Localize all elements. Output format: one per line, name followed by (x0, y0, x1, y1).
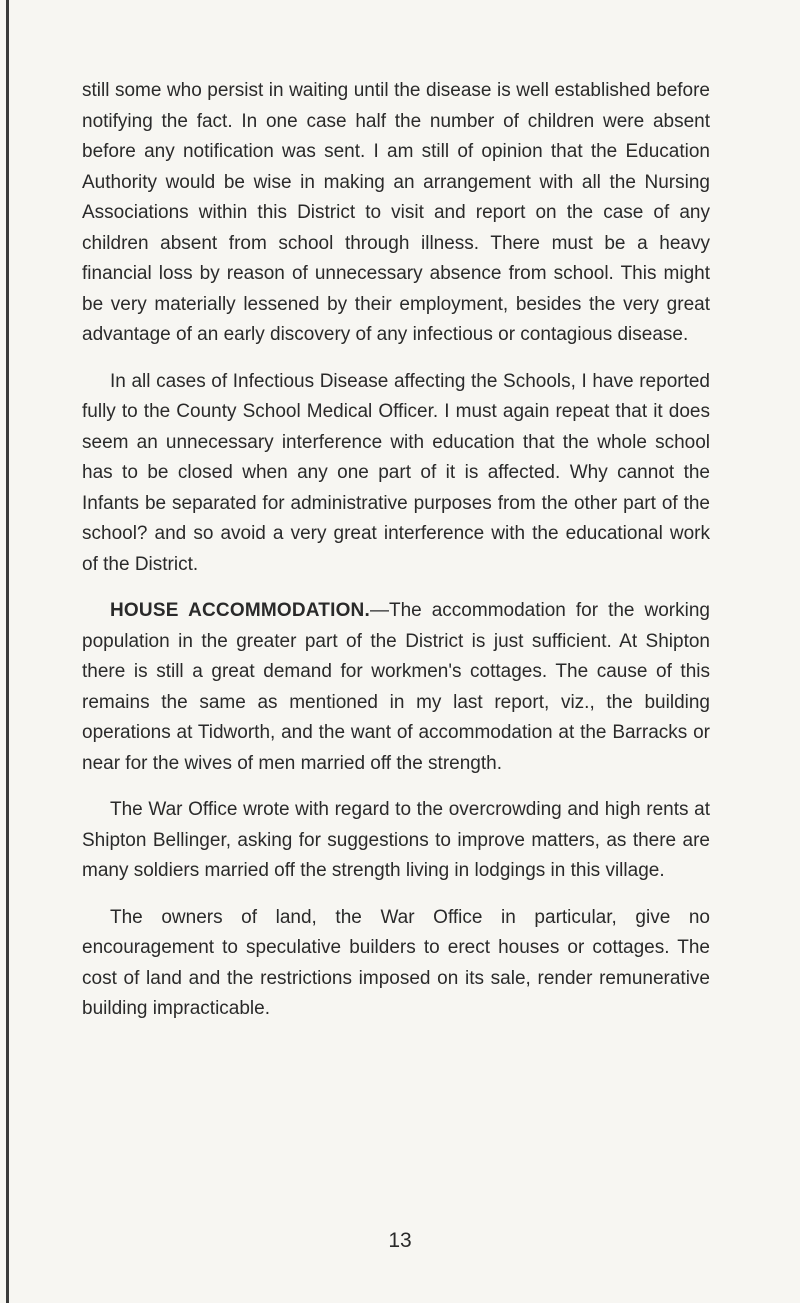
page-edge-line (6, 0, 9, 1303)
paragraph-house-accommodation (82, 596, 710, 779)
section-heading: HOUSE ACCOMMODATION. (110, 600, 370, 621)
paragraph-notification: still some who persist in waiting until the disease is well established before notifying the fact. In one case half the number of children were absent before any notification was sent. I am still of opinion that the Education Authority would be wise in making an arrangement with all the Nursing Associations within this District to visit and report on the case of any children absent from school through illness. There must be a heavy financial loss by reason of unnecessary absence from school. This might be very materially lessened by their employment, besides the very great advantage of an early discovery of any infectious or contagious disease. (82, 80, 710, 345)
paragraph-land-owners: The owners of land, the War Office in particular, give no encouragement to speculative builders to erect houses or cottages. The cost of land and the restrictions imposed on its sale, render remunerative building impracticable. (82, 906, 710, 1019)
page-number: 13 (388, 1229, 412, 1252)
document-page (82, 76, 710, 1025)
paragraph-war-office: The War Office wrote with regard to the overcrowding and high rents at Shipton Bellinger, asking for suggestions to improve matters, as there are many soldiers married off the strength living in lodgings in this village. (82, 799, 710, 881)
paragraph-infectious-disease: In all cases of Infectious Disease affecting the Schools, I have reported fully to the County School Medical Officer. I must again repeat that it does seem an unnecessary interference with education that the whole school has to be closed when any one part of it is affected. Why cannot the Infants be separated for administrative purposes from the other part of the school? and so avoid a very great interference with the educational work of the District. (82, 370, 710, 575)
paragraph-text: —The accommodation for the working population in the greater part of the District is just sufficient. At Shipton there is still a great demand for workmen's cottages. The cause of this remains the same as mentioned in my last report, viz., the building operations at Tidworth, and the want of accommodation at the Barracks or near for the wives of men married off the strength. (82, 600, 710, 774)
